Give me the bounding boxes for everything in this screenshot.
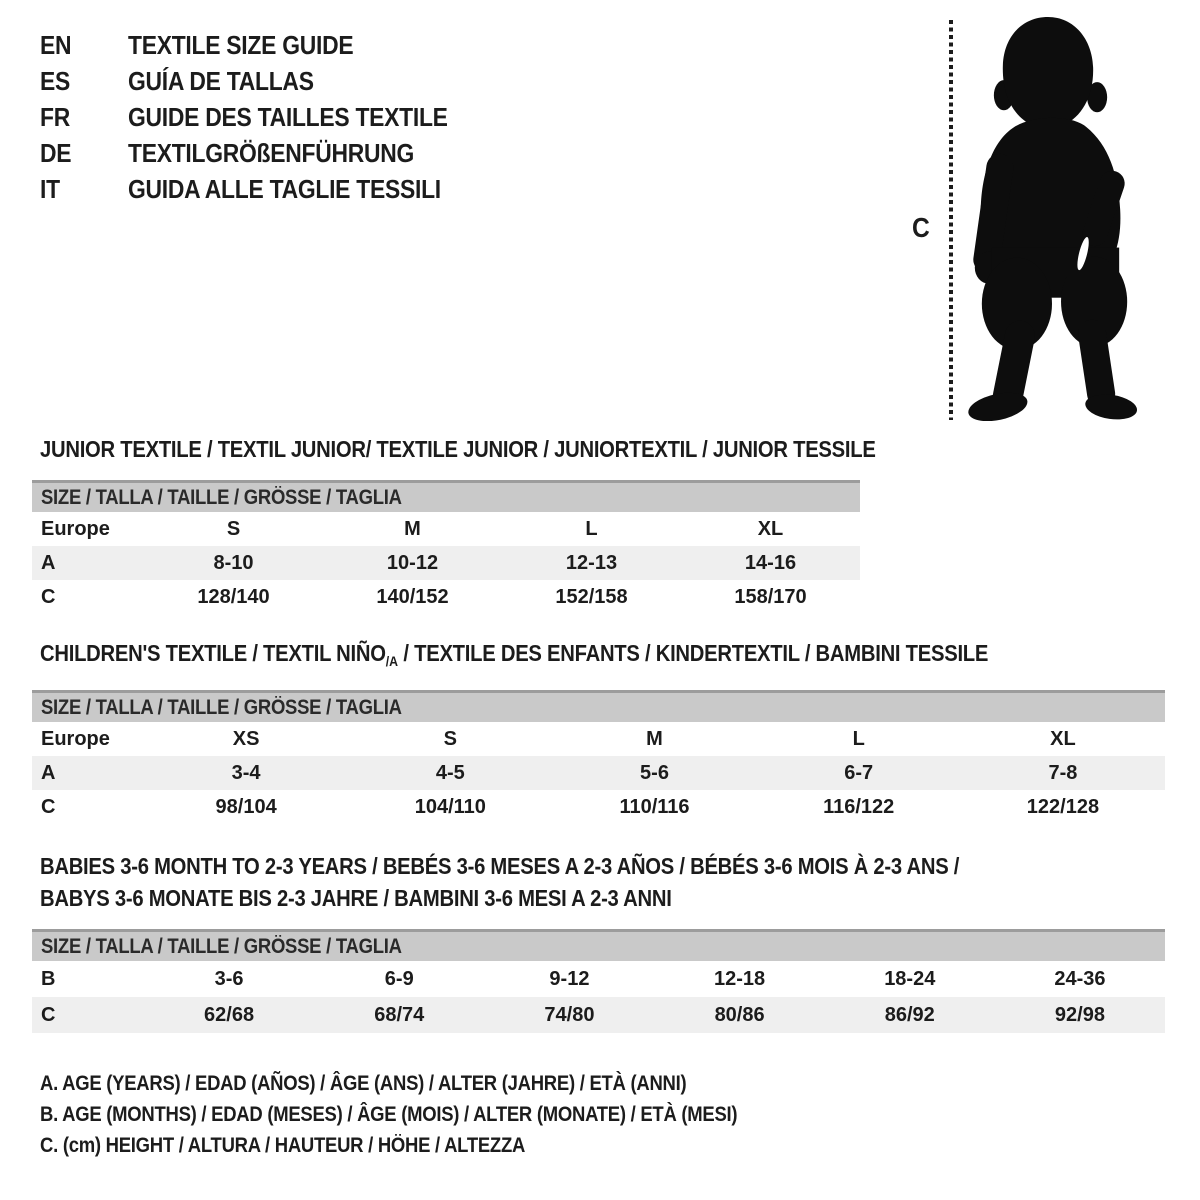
age-cell: 18-24 [884, 967, 936, 990]
height-cell: 98/104 [215, 795, 277, 818]
height-cell: 80/86 [714, 1003, 765, 1026]
junior-section-title-text: JUNIOR TEXTILE / TEXTIL JUNIOR/ TEXTILE JUNIOR / JUNIORTEXTIL / JUNIOR TESSILE [40, 436, 876, 462]
language-row [40, 63, 491, 99]
language-title: TEXTILGRÖßENFÜHRUNG [128, 137, 415, 168]
measure-legend [40, 1072, 832, 1165]
babies-section-title [40, 850, 1085, 914]
children-section-title-text [40, 640, 988, 669]
age-cell: 6-7 [844, 761, 874, 784]
size-cell: L [852, 727, 865, 750]
junior-section-title [40, 436, 990, 463]
row-label-cell: A [41, 551, 56, 574]
row-label-cell: A [41, 761, 56, 784]
language-row [40, 135, 491, 171]
row-label-cell: Europe [41, 727, 110, 750]
language-title: GUIDA ALLE TAGLIE TESSILI [128, 173, 441, 204]
age-cell: 12-13 [565, 551, 618, 574]
language-row [40, 27, 491, 63]
language-code: EN [40, 29, 72, 60]
table-row [32, 512, 860, 546]
age-cell: 3-4 [231, 761, 261, 784]
age-cell: 8-10 [213, 551, 254, 574]
children-title-prefix: CHILDREN'S TEXTILE / TEXTIL NIÑO [40, 640, 386, 666]
age-cell: 24-36 [1054, 967, 1106, 990]
size-header-bar [32, 480, 860, 512]
table-row [32, 961, 1165, 997]
age-cell: 5-6 [640, 761, 669, 784]
height-cell: 104/110 [414, 795, 486, 818]
height-cell: 116/122 [823, 795, 895, 818]
size-cell: M [404, 517, 421, 540]
table-row [32, 790, 1165, 824]
legend-age-months: B. AGE (MONTHS) / EDAD (MESES) / ÂGE (MOIS) / ALTER (MONATE) / ETÀ (MESI) [40, 1103, 738, 1126]
row-label-cell: C [41, 585, 56, 608]
language-row [40, 171, 491, 207]
size-cell: S [226, 517, 241, 540]
children-section-title [40, 640, 1117, 669]
row-label-cell: C [41, 1003, 56, 1026]
size-header-text: SIZE / TALLA / TAILLE / GRÖSSE / TAGLIA [41, 934, 402, 958]
babies-title-line1: BABIES 3-6 MONTH TO 2-3 YEARS / BEBÉS 3-6 MESES A 2-3 AÑOS / BÉBÉS 3-6 MOIS À 2-3 ANS / [40, 853, 960, 879]
size-header-bar [32, 929, 1165, 961]
age-cell: 4-5 [435, 761, 465, 784]
size-cell: XS [232, 727, 260, 750]
age-cell: 9-12 [549, 967, 590, 990]
children-size-table [32, 690, 1165, 824]
row-label-cell: Europe [41, 517, 110, 540]
table-row [32, 580, 860, 614]
age-cell: 7-8 [1048, 761, 1078, 784]
legend-height-cm: C. (cm) HEIGHT / ALTURA / HAUTEUR / HÖHE / ALTEZZA [40, 1134, 526, 1157]
height-cell: 68/74 [374, 1003, 425, 1026]
row-label-cell: C [41, 795, 56, 818]
size-cell: XL [1050, 727, 1076, 750]
language-code: FR [40, 101, 70, 132]
language-code: ES [40, 65, 71, 96]
language-title-list [40, 27, 491, 207]
legend-age-years: A. AGE (YEARS) / EDAD (AÑOS) / ÂGE (ANS) / ALTER (JAHRE) / ETÀ (ANNI) [40, 1072, 687, 1095]
age-cell: 12-18 [714, 967, 766, 990]
age-cell: 10-12 [386, 551, 439, 574]
height-cell: 86/92 [884, 1003, 935, 1026]
table-row [32, 722, 1165, 756]
language-code: DE [40, 137, 72, 168]
age-cell: 6-9 [384, 967, 414, 990]
size-cell: S [443, 727, 457, 750]
table-row [32, 546, 860, 580]
size-cell: XL [757, 517, 784, 540]
table-row [32, 756, 1165, 790]
age-cell: 14-16 [744, 551, 797, 574]
height-cell: 122/128 [1026, 795, 1100, 818]
height-measure-line [949, 20, 953, 420]
height-cell: 74/80 [544, 1003, 595, 1026]
size-header-bar [32, 690, 1165, 722]
row-label-cell: B [41, 967, 56, 990]
language-code: IT [40, 173, 60, 204]
height-label: C [912, 212, 930, 243]
size-cell: M [646, 727, 663, 750]
toddler-silhouette-icon [963, 15, 1140, 426]
junior-size-table [32, 480, 860, 614]
language-title: TEXTILE SIZE GUIDE [128, 29, 354, 60]
size-cell: L [585, 517, 598, 540]
height-cell: 128/140 [197, 585, 270, 608]
babies-size-table [32, 929, 1165, 1033]
height-cell: 92/98 [1054, 1003, 1105, 1026]
babies-title-line2: BABYS 3-6 MONATE BIS 2-3 JAHRE / BAMBINI 3-6 MESI A 2-3 ANNI [40, 885, 672, 911]
children-title-sub: /A [385, 653, 399, 669]
language-row [40, 99, 491, 135]
size-header-text: SIZE / TALLA / TAILLE / GRÖSSE / TAGLIA [41, 695, 402, 719]
height-cell: 158/170 [734, 585, 807, 608]
height-cell: 110/116 [619, 795, 690, 818]
height-cell: 140/152 [376, 585, 449, 608]
language-title: GUIDE DES TAILLES TEXTILE [128, 101, 448, 132]
age-cell: 3-6 [214, 967, 244, 990]
height-cell: 152/158 [555, 585, 628, 608]
size-header-text: SIZE / TALLA / TAILLE / GRÖSSE / TAGLIA [41, 485, 402, 509]
height-cell: 62/68 [204, 1003, 255, 1026]
table-row [32, 997, 1165, 1033]
children-title-suffix: / TEXTILE DES ENFANTS / KINDERTEXTIL / BAMBINI TESSILE [398, 640, 989, 666]
language-title: GUÍA DE TALLAS [128, 65, 314, 96]
